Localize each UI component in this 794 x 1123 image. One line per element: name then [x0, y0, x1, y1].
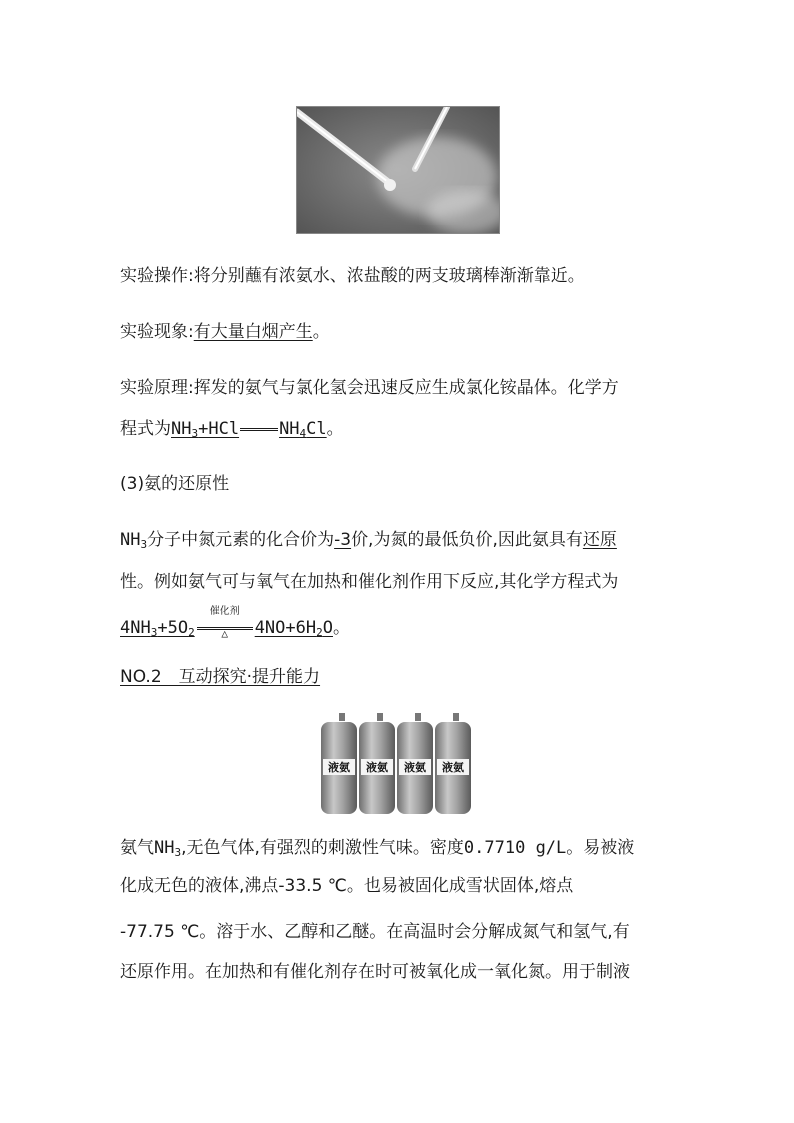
density-value: 0.7710 g/L: [463, 838, 567, 858]
liquid-ammonia-tanks-image: [318, 712, 474, 816]
tank-label-2: 液氨: [366, 761, 388, 774]
section-no2-heading: NO.2 互动探究·提升能力: [120, 667, 321, 687]
heat-symbol: △: [221, 627, 228, 640]
tank-label-4: 液氨: [442, 761, 464, 774]
equation-ammonia-oxidation: $4NH_3+5O_2$ 催化剂 △ $4NO+6H_2O$: [120, 606, 333, 640]
nh3-formula: $NH_3$: [120, 530, 148, 551]
catalyst-label: 催化剂: [209, 606, 240, 617]
section3-heading: (3)氨的还原性: [120, 474, 230, 494]
desc-line3: -77.75 ℃。溶于水、乙醇和乙醚。在高温时会分解成氮气和氢气,有: [120, 922, 630, 942]
desc-line1: 氨气$NH_3$,无色气体,有强烈的刺激性气味。密度0.7710 g/L。易被液: [120, 838, 635, 859]
experiment-principle-line2: 程式为$NH_3+HCl$ $NH_4Cl$。: [120, 419, 344, 440]
experiment-phenomenon: [120, 322, 680, 342]
section3-line3: $4NH_3+5O_2$ 催化剂 △ $4NO+6H_2O$。: [120, 606, 350, 640]
experiment-principle-line1: 实验原理:挥发的氨气与氯化氢会迅速反应生成氯化铵晶体。化学方: [120, 378, 619, 398]
nh3-formula-2: $NH_3$: [154, 838, 182, 859]
section3-line2: 性。例如氨气可与氧气在加热和催化剂作用下反应,其化学方程式为: [120, 572, 619, 592]
phenomenon-answer: 有大量白烟产生: [193, 322, 313, 342]
equals-sign: [240, 428, 278, 431]
reaction-condition: [197, 606, 253, 640]
equation-nh3-hcl: $NH_3+HCl$ $NH_4Cl$: [171, 419, 327, 440]
tank-label-3: 液氨: [404, 761, 426, 774]
phenomenon-end: 。: [312, 322, 330, 342]
section3-line1: $NH_3$分子中氮元素的化合价为-3价,为氮的最低负价,因此氨具有还原: [120, 530, 617, 551]
desc-line2: 化成无色的液体,沸点-33.5 ℃。也易被固化成雪状固体,熔点: [120, 876, 574, 896]
valence-answer: -3: [334, 530, 352, 550]
experiment-operation: 实验操作:将分别蘸有浓氨水、浓盐酸的两支玻璃棒渐渐靠近。: [120, 266, 585, 286]
glass-rods-smoke-image: [297, 107, 499, 233]
experiment-photo: [296, 106, 500, 234]
tank-label-1: 液氨: [328, 761, 350, 774]
reducibility-answer: 还原: [582, 530, 617, 550]
desc-line4: 还原作用。在加热和有催化剂存在时可被氧化成一氧化氮。用于制液: [120, 962, 630, 982]
phenomenon-label: 实验现象:: [120, 322, 194, 342]
principle-prefix: 程式为: [120, 419, 171, 439]
